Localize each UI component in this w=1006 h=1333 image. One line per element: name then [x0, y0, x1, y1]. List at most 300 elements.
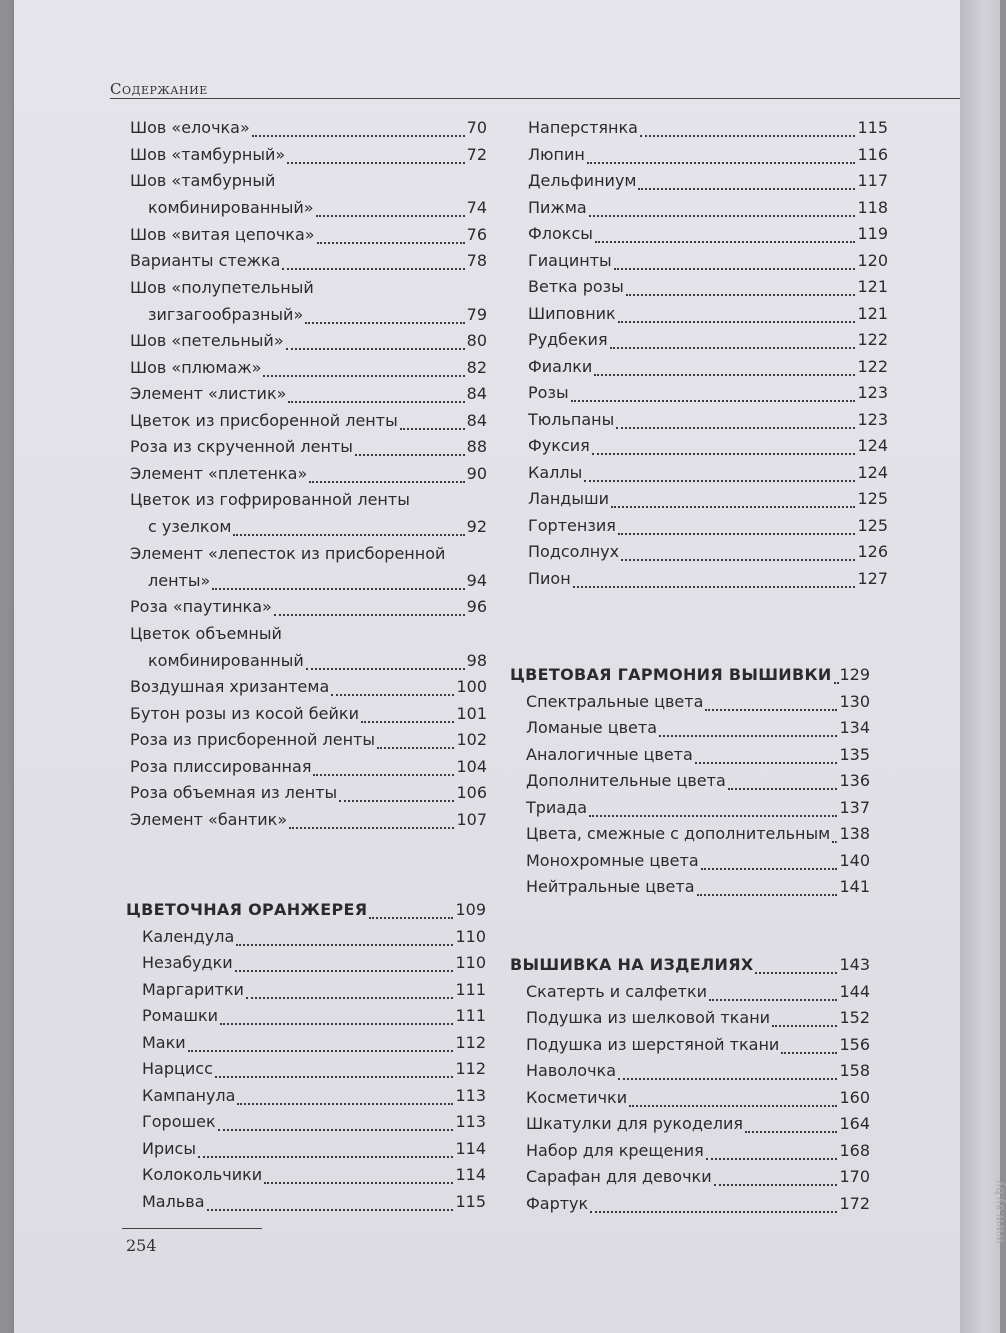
toc-entry: [510, 718, 870, 745]
dot-leader: [287, 162, 464, 164]
dot-leader: [772, 1025, 837, 1027]
toc-entry: [130, 225, 487, 252]
page-number-ref: 96: [466, 597, 487, 616]
toc-entry: [130, 331, 487, 358]
entry-title: Наперстянка: [528, 118, 638, 137]
entry-title: комбинированный: [148, 650, 304, 670]
entry-title: Календула: [142, 926, 235, 946]
page-number-ref: 138: [839, 824, 870, 843]
toc-section-heading: [510, 955, 870, 982]
dot-leader: [188, 1050, 454, 1052]
page-number-ref: 121: [857, 277, 888, 296]
entry-title: Элемент «плетенка»: [130, 463, 308, 483]
dot-leader: [640, 135, 855, 137]
entry-title: Триада: [526, 797, 587, 817]
page-number-ref: 70: [466, 118, 487, 137]
toc-entry: [528, 569, 888, 596]
page-number-ref: 164: [839, 1114, 870, 1133]
toc-entry: [126, 927, 486, 954]
page-number-ref: 170: [839, 1167, 870, 1186]
dot-leader: [377, 747, 454, 749]
dot-leader: [595, 241, 856, 243]
dot-leader: [614, 268, 856, 270]
page-number-ref: 123: [857, 409, 888, 429]
page-number-ref: 100: [456, 677, 487, 696]
toc-entry: [528, 118, 888, 145]
entry-title: Сарафан для девочки: [526, 1167, 712, 1186]
dot-leader: [589, 215, 856, 217]
toc-entry: [510, 1194, 870, 1221]
dot-leader: [626, 294, 856, 296]
entry-title: Фиалки: [528, 356, 593, 376]
entry-title: Воздушная хризантема: [130, 677, 330, 696]
page-number-ref: 122: [857, 356, 888, 376]
toc-entry: [130, 251, 487, 278]
page-number-ref: 72: [466, 144, 487, 164]
page-number-ref: 112: [455, 1032, 486, 1052]
page-number-ref: 122: [857, 330, 888, 349]
dot-leader: [610, 347, 856, 349]
dot-leader: [233, 534, 464, 536]
entry-title: Роза «паутинка»: [130, 597, 272, 616]
entry-title: Монохромные цвета: [526, 850, 699, 870]
dot-leader: [571, 400, 856, 402]
page-number-ref: 124: [857, 462, 888, 482]
entry-title: Ромашки: [142, 1006, 219, 1025]
dot-leader: [621, 559, 855, 561]
toc-entry: [528, 224, 888, 251]
toc-entry: [126, 1165, 486, 1192]
toc-entry: [126, 1112, 486, 1139]
dot-leader: [288, 401, 464, 403]
page-number-ref: 114: [455, 1138, 486, 1158]
entry-title: Шов «тамбурный»: [130, 144, 286, 164]
dot-leader: [400, 428, 465, 430]
toc-entry: [510, 1114, 870, 1141]
dot-leader: [220, 1023, 453, 1025]
toc-entry: [510, 1008, 870, 1035]
page-number-ref: 92: [466, 517, 487, 536]
entry-title: Шов «тамбурный: [130, 171, 276, 190]
entry-title: Цветок из присборенной ленты: [130, 410, 398, 430]
toc-entry: [510, 1167, 870, 1194]
toc-entry: [130, 145, 487, 172]
page-number-ref: 134: [839, 718, 870, 737]
toc-entry: [130, 651, 487, 678]
dot-leader: [584, 480, 855, 482]
toc-entry: [130, 624, 487, 651]
dot-leader: [237, 1103, 453, 1105]
toc-entry: [130, 384, 487, 411]
toc-entry: [130, 437, 487, 464]
entry-title: Гортензия: [528, 515, 616, 535]
entry-title: Гиацинты: [528, 250, 612, 270]
dot-leader: [198, 1156, 454, 1158]
toc-entry: [126, 1139, 486, 1166]
dot-leader: [629, 1105, 837, 1107]
dot-leader: [659, 735, 837, 737]
dot-leader: [313, 774, 454, 776]
toc-entry: [130, 198, 487, 225]
toc-entry: [130, 358, 487, 385]
page-number-ref: 141: [839, 877, 870, 896]
dot-leader: [594, 374, 855, 376]
toc-entry: [130, 305, 487, 332]
toc-section-products: [510, 955, 870, 1220]
page-number-ref: 140: [839, 850, 870, 870]
page-number-ref: 94: [466, 570, 487, 590]
entry-title: Пижма: [528, 197, 587, 217]
dot-leader: [316, 215, 465, 217]
entry-title: Роза плиссированная: [130, 756, 312, 776]
page-number-ref: 104: [456, 756, 487, 776]
toc-section-harmony: [510, 665, 870, 904]
dot-leader: [714, 1184, 838, 1186]
page-number-ref: 110: [455, 953, 486, 972]
toc-entry: [528, 251, 888, 278]
dot-leader: [252, 135, 465, 137]
entry-title: Рудбекия: [528, 330, 608, 349]
section-title: ВЫШИВКА НА ИЗДЕЛИЯХ: [510, 955, 754, 974]
toc-entry: [130, 677, 487, 704]
dot-leader: [701, 868, 838, 870]
dot-leader: [706, 1158, 838, 1160]
dot-leader: [611, 506, 855, 508]
page-number-ref: 111: [455, 1006, 486, 1025]
entry-title: Шов «витая цепочка»: [130, 224, 315, 244]
toc-entry: [528, 277, 888, 304]
entry-title: Скатерть и салфетки: [526, 981, 708, 1001]
toc-entry: [528, 198, 888, 225]
page-number: 254: [126, 1236, 157, 1255]
entry-title: Подсолнух: [528, 542, 620, 561]
dot-leader: [339, 800, 454, 802]
page-number-ref: 125: [857, 515, 888, 535]
page-number-ref: 137: [839, 797, 870, 817]
page-number-ref: 115: [857, 118, 888, 137]
dot-leader: [745, 1131, 837, 1133]
page-number-ref: 127: [857, 568, 888, 588]
entry-title: Ломаные цвета: [526, 718, 658, 737]
dot-leader: [573, 586, 856, 588]
page-number-ref: 123: [857, 383, 888, 402]
toc-entry: [528, 436, 888, 463]
toc-left-column: [130, 118, 487, 836]
dot-leader: [263, 375, 464, 377]
page-number-ref: 84: [466, 384, 487, 403]
toc-entry: [528, 357, 888, 384]
toc-entry: [510, 1061, 870, 1088]
dot-leader: [592, 453, 856, 455]
toc-entry: [130, 704, 487, 731]
toc-section-greenhouse: [126, 900, 486, 1218]
entry-title: Ландыши: [528, 489, 610, 508]
dot-leader: [587, 162, 856, 164]
entry-title: Шов «елочка»: [130, 118, 250, 137]
adjacent-page-edge: [960, 0, 1000, 1333]
entry-title: Маргаритки: [142, 979, 244, 999]
entry-title: Элемент «листик»: [130, 384, 287, 403]
entry-title: Подушка из шерстяной ткани: [526, 1034, 780, 1054]
page-number-ref: 78: [466, 251, 487, 270]
dot-leader: [215, 1076, 454, 1078]
entry-title: Шкатулки для рукоделия: [526, 1114, 743, 1133]
page-number-ref: 113: [455, 1085, 486, 1105]
page-number-ref: 143: [839, 955, 870, 974]
toc-entry: [126, 953, 486, 980]
page-number-ref: 107: [456, 809, 487, 829]
entry-title: Цвета, смежные с дополнительным: [526, 824, 831, 843]
section-title: ЦВЕТОЧНАЯ ОРАНЖЕРЕЯ: [126, 900, 368, 919]
toc-entry: [130, 517, 487, 544]
entry-title: Маки: [142, 1032, 186, 1052]
entry-title: Тюльпаны: [528, 409, 615, 429]
dot-leader: [832, 841, 837, 843]
page-number-ref: 76: [466, 224, 487, 244]
entry-title: Горошек: [142, 1112, 216, 1131]
entry-title: Люпин: [528, 144, 585, 164]
dot-leader: [282, 268, 464, 270]
page-number-ref: 160: [839, 1087, 870, 1107]
entry-title: Незабудки: [142, 953, 233, 972]
entry-title: Наволочка: [526, 1061, 616, 1080]
toc-entry: [528, 516, 888, 543]
section-title: ЦВЕТОВАЯ ГАРМОНИЯ ВЫШИВКИ: [510, 665, 832, 684]
page-number-ref: 111: [455, 979, 486, 999]
entry-title: Дельфиниум: [528, 171, 637, 190]
toc-entry: [130, 757, 487, 784]
entry-title: Роза из присборенной ленты: [130, 730, 375, 749]
entry-title: Ирисы: [142, 1138, 196, 1158]
toc-entry: [528, 171, 888, 198]
toc-entry: [126, 1086, 486, 1113]
toc-entry: [130, 118, 487, 145]
toc-entry: [528, 463, 888, 490]
page-number-ref: 116: [857, 144, 888, 164]
page-number-ref: 102: [456, 730, 487, 749]
dot-leader: [306, 668, 465, 670]
page-number-ref: 129: [839, 665, 870, 684]
entry-title: Фуксия: [528, 436, 590, 455]
page-number-ref: 84: [466, 410, 487, 430]
dot-leader: [589, 815, 837, 817]
entry-title: зигзагообразный»: [148, 304, 304, 324]
entry-title: Нейтральные цвета: [526, 877, 695, 896]
page-number-ref: 135: [839, 744, 870, 764]
dot-leader: [695, 762, 838, 764]
dot-leader: [274, 614, 465, 616]
entry-title: Пион: [528, 568, 571, 588]
dot-leader: [728, 788, 838, 790]
toc-entry: [126, 1006, 486, 1033]
entry-title: Элемент «лепесток из присборенной: [130, 543, 446, 563]
dot-leader: [369, 917, 453, 919]
toc-entry: [510, 745, 870, 772]
toc-entry: [510, 1141, 870, 1168]
toc-entry: [130, 730, 487, 757]
dot-leader: [235, 970, 454, 972]
entry-title: Роза объемная из ленты: [130, 783, 338, 802]
toc-entry: [130, 490, 487, 517]
entry-title: Колокольчики: [142, 1165, 263, 1184]
dot-leader: [590, 1211, 837, 1213]
toc-entry: [130, 810, 487, 837]
entry-title: комбинированный»: [148, 198, 314, 217]
toc-entry: [130, 571, 487, 598]
toc-entry: [126, 1033, 486, 1060]
toc-entry: [528, 489, 888, 516]
page-number-ref: 126: [857, 542, 888, 561]
page-number-ref: 90: [466, 463, 487, 483]
dot-leader: [618, 533, 856, 535]
page-number-ref: 168: [839, 1140, 870, 1160]
toc-entry: [130, 544, 487, 571]
dot-leader: [212, 588, 464, 590]
dot-leader: [697, 894, 838, 896]
page-number-ref: 82: [466, 357, 487, 377]
entry-title: Каллы: [528, 462, 583, 482]
entry-title: Шов «полупетельный: [130, 277, 314, 297]
entry-title: Спектральные цвета: [526, 691, 704, 711]
toc-entry: [510, 1035, 870, 1062]
entry-title: Фартук: [526, 1193, 589, 1213]
entry-title: Дополнительные цвета: [526, 771, 726, 790]
toc-entry: [130, 597, 487, 624]
dot-leader: [618, 1078, 837, 1080]
toc-entry: [130, 783, 487, 810]
page-number-ref: 124: [857, 436, 888, 455]
page-number-ref: 101: [456, 703, 487, 723]
footer-rule: [122, 1228, 262, 1229]
toc-entry: [510, 692, 870, 719]
toc-entry: [528, 304, 888, 331]
page-number-ref: 110: [455, 926, 486, 946]
entry-title: Кампанула: [142, 1085, 236, 1105]
toc-entry: [528, 542, 888, 569]
entry-title: Ветка розы: [528, 277, 624, 296]
page-number-ref: 109: [455, 900, 486, 919]
page-number-ref: 118: [857, 197, 888, 217]
dot-leader: [218, 1129, 454, 1131]
dot-leader: [834, 682, 838, 684]
entry-title: ленты»: [148, 570, 211, 590]
entry-title: Шиповник: [528, 303, 616, 323]
entry-title: Бутон розы из косой бейки: [130, 703, 359, 723]
running-head: Содержание: [110, 80, 208, 98]
entry-title: Аналогичные цвета: [526, 744, 693, 764]
dot-leader: [618, 321, 856, 323]
page-number-ref: 115: [455, 1191, 486, 1211]
toc-entry: [130, 278, 487, 305]
dot-leader: [705, 709, 837, 711]
toc-entry: [528, 145, 888, 172]
header-rule: [110, 98, 960, 99]
dot-leader: [309, 481, 464, 483]
entry-title: Розы: [528, 383, 569, 402]
watermark: www.ay.by: [992, 1180, 1006, 1244]
page-number-ref: 172: [839, 1193, 870, 1213]
dot-leader: [286, 348, 465, 350]
page-number-ref: 130: [839, 691, 870, 711]
dot-leader: [289, 827, 454, 829]
page-number-ref: 152: [839, 1008, 870, 1027]
page-number-ref: 74: [466, 198, 487, 217]
dot-leader: [638, 188, 855, 190]
entry-title: Шов «петельный»: [130, 331, 284, 350]
toc-entry: [528, 330, 888, 357]
toc-entry: [126, 1192, 486, 1219]
page-number-ref: 88: [466, 437, 487, 456]
page-number-ref: 79: [466, 304, 487, 324]
dot-leader: [709, 999, 837, 1001]
dot-leader: [781, 1052, 837, 1054]
toc-entry: [510, 1088, 870, 1115]
toc-entry: [528, 383, 888, 410]
toc-entry: [130, 464, 487, 491]
toc-entry: [510, 877, 870, 904]
toc-entry: [126, 980, 486, 1007]
dot-leader: [331, 694, 454, 696]
entry-title: Косметички: [526, 1087, 628, 1107]
page-number-ref: 156: [839, 1034, 870, 1054]
toc-right-column: [528, 118, 888, 595]
page-number-ref: 98: [466, 650, 487, 670]
dot-leader: [317, 242, 465, 244]
page-number-ref: 106: [456, 783, 487, 802]
dot-leader: [264, 1182, 453, 1184]
entry-title: Цветок объемный: [130, 623, 282, 643]
entry-title: Нарцисс: [142, 1059, 213, 1078]
page-number-ref: 113: [455, 1112, 486, 1131]
entry-title: Набор для крещения: [526, 1140, 704, 1160]
dot-leader: [305, 322, 464, 324]
entry-title: Подушка из шелковой ткани: [526, 1008, 771, 1027]
entry-title: Шов «плюмаж»: [130, 357, 262, 377]
dot-leader: [355, 454, 465, 456]
toc-entry: [510, 851, 870, 878]
toc-entry: [130, 171, 487, 198]
toc-entry: [130, 411, 487, 438]
dot-leader: [207, 1209, 454, 1211]
toc-entry: [510, 798, 870, 825]
page-number-ref: 117: [857, 171, 888, 190]
toc-entry: [510, 824, 870, 851]
dot-leader: [246, 997, 454, 999]
dot-leader: [755, 972, 837, 974]
page-number-ref: 121: [857, 303, 888, 323]
page-number-ref: 136: [839, 771, 870, 790]
page-number-ref: 144: [839, 981, 870, 1001]
toc-section-heading: [126, 900, 486, 927]
page-number-ref: 80: [466, 331, 487, 350]
toc-entry: [528, 410, 888, 437]
toc-entry: [126, 1059, 486, 1086]
page-number-ref: 114: [455, 1165, 486, 1184]
entry-title: Мальва: [142, 1191, 205, 1211]
entry-title: с узелком: [148, 517, 232, 536]
dot-leader: [236, 944, 453, 946]
page-number-ref: 120: [857, 250, 888, 270]
page-number-ref: 112: [455, 1059, 486, 1078]
page-number-ref: 125: [857, 489, 888, 508]
toc-section-heading: [510, 665, 870, 692]
page-number-ref: 158: [839, 1061, 870, 1080]
toc-entry: [510, 771, 870, 798]
page-number-ref: 119: [857, 224, 888, 243]
toc-entry: [510, 982, 870, 1009]
entry-title: Элемент «бантик»: [130, 809, 288, 829]
dot-leader: [361, 721, 454, 723]
